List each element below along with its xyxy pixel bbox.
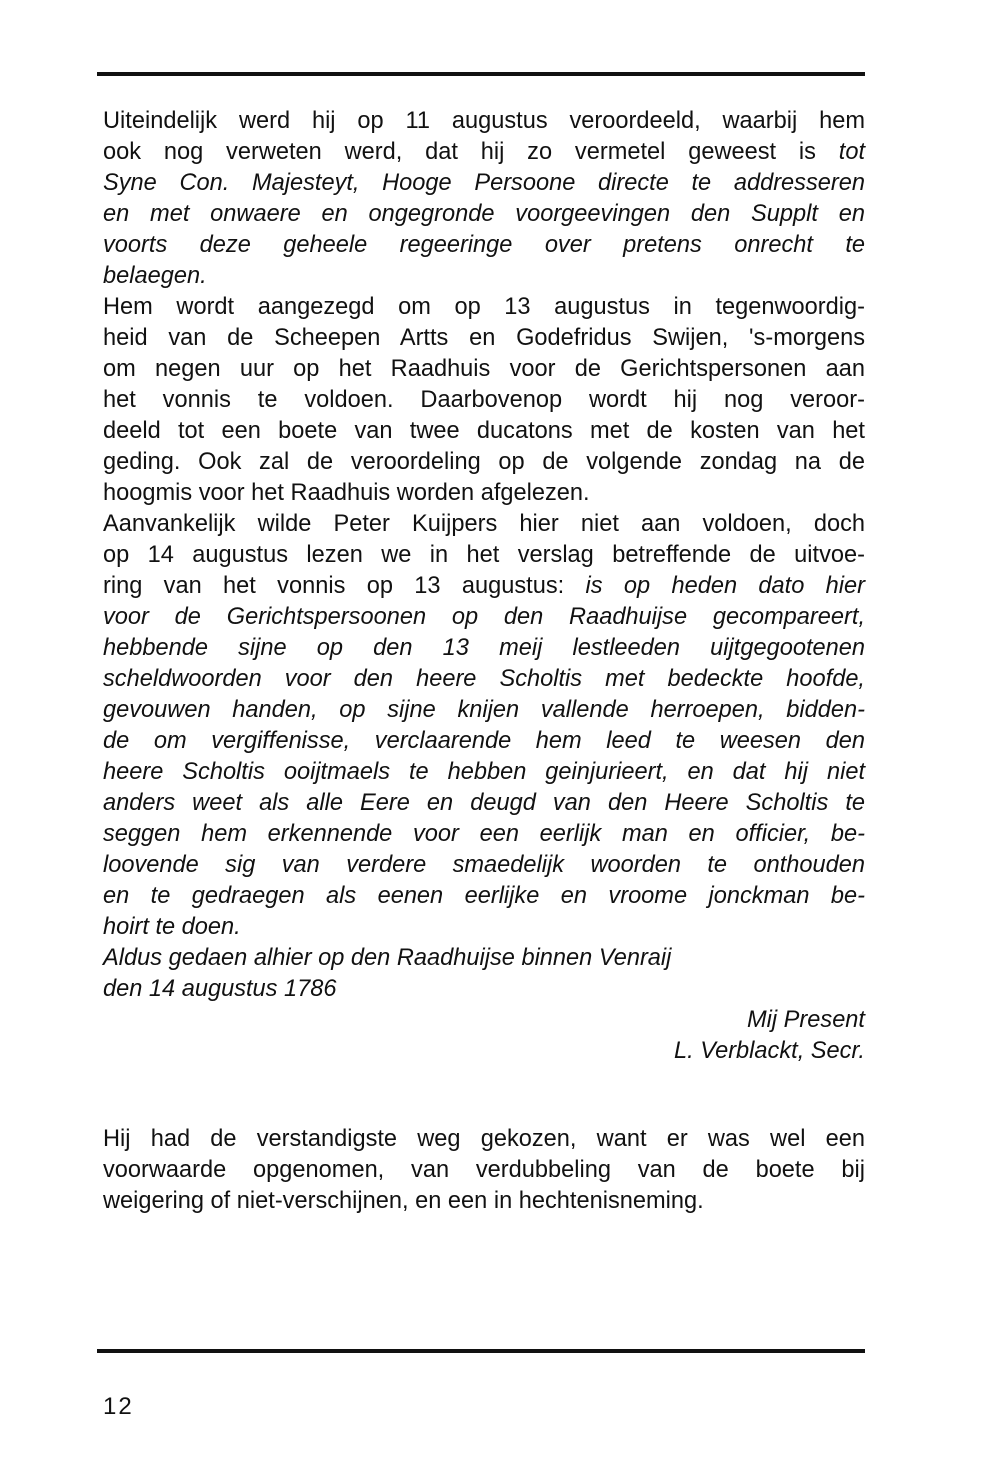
italic-span: is op heden dato hier (585, 573, 865, 599)
top-rule (97, 72, 865, 76)
quote-line: belaegen. (103, 263, 207, 289)
text-line: heid van de Scheepen Artts en Godefridus Swijen, 's-morgens (103, 325, 865, 351)
quote-line: gevouwen handen, op sijne knijen vallende herroepen, bidden- (103, 697, 865, 723)
italic-span: tot (838, 139, 865, 165)
text-line: Aanvankelijk wilde Peter Kuijpers hier niet aan voldoen, doch (103, 511, 865, 537)
text-line: op 14 augustus lezen we in het verslag betreffende de uitvoe- (103, 542, 865, 568)
text-line: geding. Ook zal de veroordeling op de volgende zondag na de (103, 449, 865, 475)
signoff-line: Aldus gedaen alhier op den Raadhuijse binnen Venraij (103, 945, 672, 971)
quote-line: hoirt te doen. (103, 914, 241, 940)
text-line: deeld tot een boete van twee ducatons met de kosten van het (103, 418, 865, 444)
quote-line: voorts deze geheele regeeringe over pretens onrecht te (103, 232, 865, 258)
closing-paragraph (103, 1124, 865, 1217)
signoff-line: den 14 augustus 1786 (103, 976, 337, 1002)
quote-line: Syne Con. Majesteyt, Hooge Persoone directe te addresseren (103, 170, 865, 196)
main-text (103, 106, 865, 1067)
quote-line: anders weet als alle Eere en deugd van den Heere Scholtis te (103, 790, 865, 816)
bottom-rule (97, 1349, 865, 1353)
text-line: het vonnis te voldoen. Daarbovenop wordt hij nog veroor- (103, 387, 865, 413)
text-line: Hij had de verstandigste weg gekozen, want er was wel een (103, 1126, 865, 1152)
page-number: 12 (103, 1393, 134, 1420)
quote-line: heere Scholtis ooijtmaels te hebben geinjurieert, en dat hij niet (103, 759, 865, 785)
quote-line: en met onwaere en ongegronde voorgeevingen den Supplt en (103, 201, 865, 227)
quote-line: seggen hem erkennende voor een eerlijk man en officier, be- (103, 821, 865, 847)
text-line: weigering of niet-verschijnen, en een in hechtenisneming. (103, 1188, 704, 1214)
text-span: ring van het vonnis op 13 augustus: (103, 573, 586, 599)
text-line: hoogmis voor het Raadhuis worden afgelezen. (103, 480, 590, 506)
quote-line: scheldwoorden voor den heere Scholtis met bedeckte hoofde, (103, 666, 865, 692)
quote-line: voor de Gerichtspersoonen op den Raadhuijse gecompareert, (103, 604, 865, 630)
quote-line: loovende sig van verdere smaedelijk woorden te onthouden (103, 852, 865, 878)
text-line: Hem wordt aangezegd om op 13 augustus in tegenwoordig- (103, 294, 865, 320)
text-line: voorwaarde opgenomen, van verdubbeling van de boete bij (103, 1157, 865, 1183)
text-line (103, 571, 865, 602)
text-line (103, 137, 865, 168)
quote-line: de om vergiffenisse, verclaarende hem leed te weesen den (103, 728, 865, 754)
signature-line: Mij Present (746, 1007, 865, 1033)
signature-line: L. Verblackt, Secr. (673, 1038, 865, 1064)
quote-line: hebbende sijne op den 13 meij lestleeden uijtgegootenen (103, 635, 865, 661)
quote-line: en te gedraegen als eenen eerlijke en vroome jonckman be- (103, 883, 865, 909)
text-line: om negen uur op het Raadhuis voor de Gerichtspersonen aan (103, 356, 865, 382)
text-span: ook nog verweten werd, dat hij zo vermetel geweest is (103, 139, 839, 165)
text-line: Uiteindelijk werd hij op 11 augustus veroordeeld, waarbij hem (103, 108, 865, 134)
